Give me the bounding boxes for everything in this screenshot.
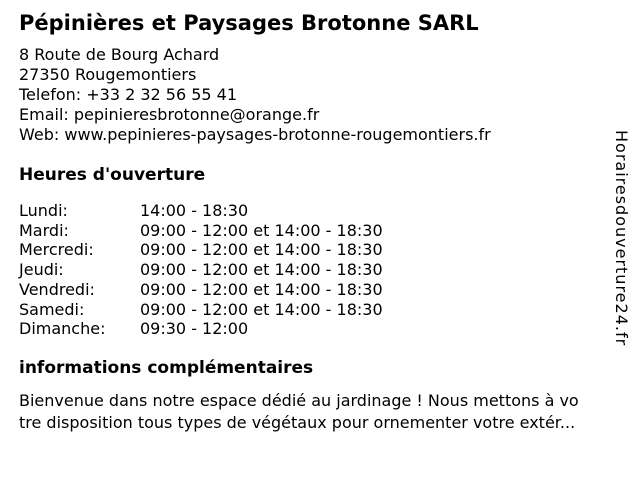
day-hours: 14:00 - 18:30: [140, 201, 249, 220]
day-hours: 09:00 - 12:00 et 14:00 - 18:30: [140, 240, 383, 260]
day-hours: 09:00 - 12:00 et 14:00 - 18:30: [140, 279, 383, 299]
day-hours: 09:30 - 12:00: [140, 319, 249, 339]
contact-email: Email: pepinieresbrotonne@orange.fr: [19, 105, 320, 124]
vertical-watermark-horairesdouverture24: Horairesdouverture24.fr: [612, 130, 631, 347]
contact-phone: Telefon: +33 2 32 56 55 41: [19, 85, 238, 104]
day-label: Lundi:: [19, 201, 68, 220]
contact-block: [19, 45, 640, 145]
day-label: Dimanche:: [19, 319, 106, 339]
hours-row-sunday: [19, 319, 640, 339]
day-label: Mercredi:: [19, 240, 94, 260]
hours-row-monday: [19, 201, 640, 221]
day-label: Samedi:: [19, 299, 85, 319]
additional-info-heading: informations complémentaires: [19, 357, 314, 378]
contact-web: Web: www.pepinieres-paysages-brotonne-rougemontiers.fr: [19, 125, 491, 144]
day-label: Jeudi:: [19, 260, 64, 280]
day-hours: 09:00 - 12:00 et 14:00 - 18:30: [140, 260, 383, 280]
page-title: Pépinières et Paysages Brotonne SARL: [19, 11, 479, 35]
additional-info-text: [19, 390, 640, 434]
day-hours: 09:00 - 12:00 et 14:00 - 18:30: [140, 220, 383, 240]
day-hours: 09:00 - 12:00 et 14:00 - 18:30: [140, 299, 383, 319]
contact-street: 8 Route de Bourg Achard: [19, 45, 220, 64]
hours-row-wednesday: [19, 240, 640, 260]
hours-row-saturday: [19, 300, 640, 320]
contact-city: 27350 Rougemontiers: [19, 65, 197, 84]
info-text-line: Bienvenue dans notre espace dédié au jardinage ! Nous mettons à vo: [19, 390, 579, 410]
opening-hours-heading: Heures d'ouverture: [19, 165, 206, 185]
opening-hours-table: [19, 201, 640, 339]
hours-row-thursday: [19, 260, 640, 280]
hours-row-friday: [19, 280, 640, 300]
hours-row-tuesday: [19, 221, 640, 241]
day-label: Mardi:: [19, 220, 69, 240]
day-label: Vendredi:: [19, 279, 95, 299]
info-text-line: tre disposition tous types de végétaux pour ornementer votre extér...: [19, 412, 576, 432]
